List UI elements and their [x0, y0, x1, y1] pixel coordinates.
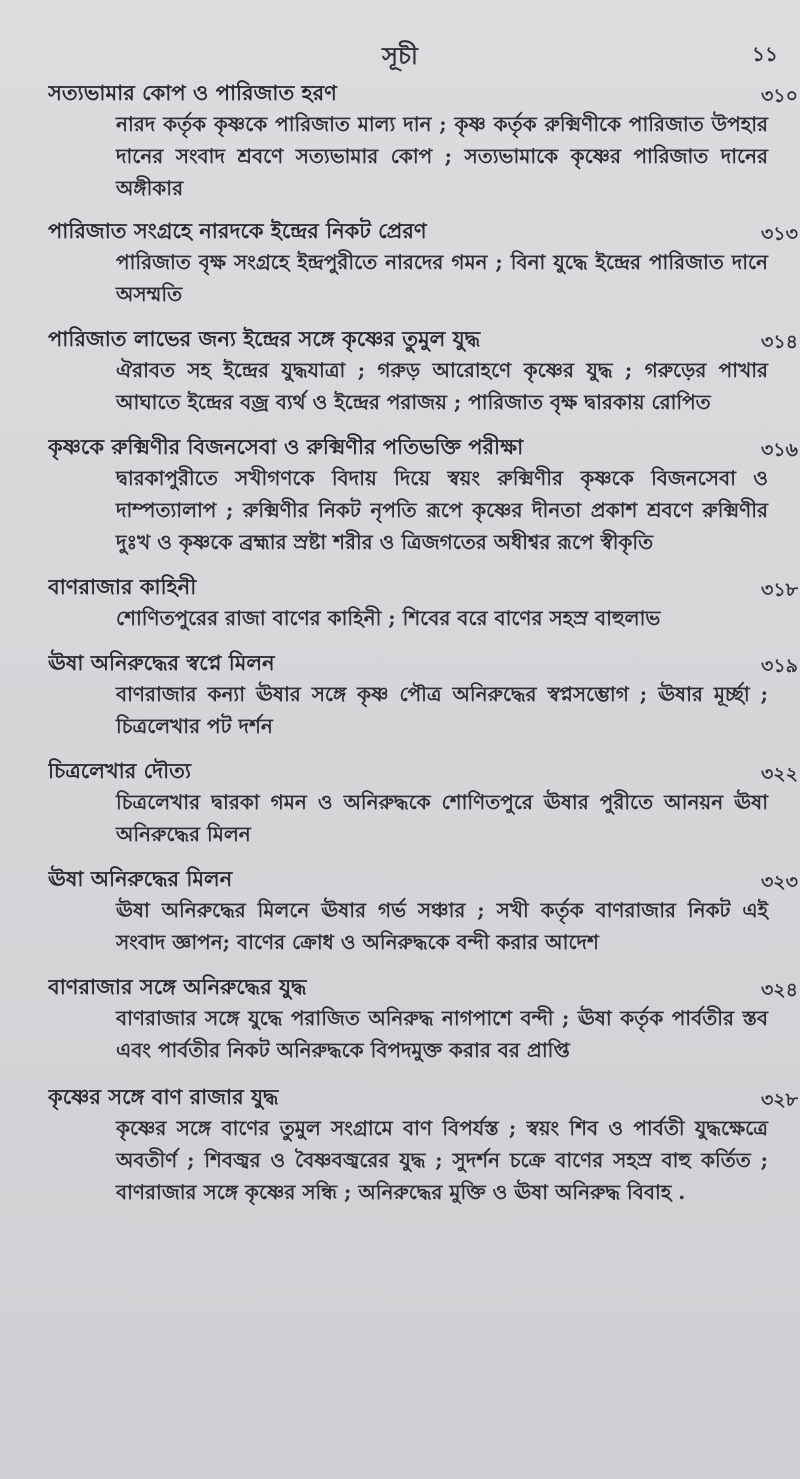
entry-heading: ঊষা অনিরুদ্ধের মিলন: [48, 866, 233, 891]
toc-entry: [48, 432, 798, 558]
entry-heading: সত্যভামার কোপ ও পারিজাত হরণ: [48, 80, 337, 105]
entry-description: দ্বারকাপুরীতে সখীগণকে বিদায় দিয়ে স্বয়ং রুক্মিণীর কৃষ্ণকে বিজনসেবা ও দাম্পত্যালাপ ; রুক্মিণীর নিকট নৃপতি রূপে কৃষ্ণের দীনতা প্রকাশ শ্রবণে রুক্মিণীর দুঃখ ও কৃষ্ণকে ব্রহ্মার স্রষ্টা শরীর ও ত্রিজগতের অধীশ্বর রূপে স্বীকৃতি: [116, 466, 768, 554]
toc-entry: [48, 324, 798, 418]
page-number: ১১: [752, 42, 778, 66]
entry-page-number: ৩১৯: [760, 655, 798, 677]
entry-page-number: ৩১০: [760, 85, 798, 107]
entry-page-number: ৩১৩: [760, 223, 798, 245]
toc-entry: [48, 572, 798, 634]
toc-entry: [48, 216, 798, 310]
entry-heading: কৃষ্ণকে রুক্মিণীর বিজনসেবা ও রুক্মিণীর পতিভক্তি পরীক্ষা: [48, 434, 524, 459]
entry-description: পারিজাত বৃক্ষ সংগ্রহে ইন্দ্রপুরীতে নারদের গমন ; বিনা যুদ্ধে ইন্দ্রের পারিজাত দানে অসম্মতি: [116, 250, 768, 306]
toc-entry: [48, 756, 798, 850]
entry-description: চিত্রলেখার দ্বারকা গমন ও অনিরুদ্ধকে শোণিতপুরে ঊষার পুরীতে আনয়ন ঊষা অনিরুদ্ধের মিলন: [116, 790, 768, 846]
entry-page-number: ৩১৮: [760, 579, 798, 601]
entry-heading: বাণরাজার কাহিনী: [48, 574, 197, 599]
entry-page-number: ৩১৬: [760, 439, 798, 461]
entry-heading: পারিজাত লাভের জন্য ইন্দ্রের সঙ্গে কৃষ্ণের তুমুল যুদ্ধ: [48, 326, 481, 351]
table-of-contents: [48, 78, 798, 1222]
entry-description: শোণিতপুরের রাজা বাণের কাহিনী ; শিবের বরে বাণের সহস্র বাহুলাভ: [116, 606, 661, 630]
entry-description: নারদ কর্তৃক কৃষ্ণকে পারিজাত মাল্য দান ; কৃষ্ণ কর্তৃক রুক্মিণীকে পারিজাত উপহার দানের সংবাদ শ্রবণে সত্যভামার কোপ ; সত্যভামাকে কৃষ্ণের পারিজাত দানের অঙ্গীকার: [116, 112, 768, 200]
entry-page-number: ৩২৩: [760, 871, 798, 893]
entry-description: বাণরাজার কন্যা ঊষার সঙ্গে কৃষ্ণ পৌত্র অনিরুদ্ধের স্বপ্নসম্ভোগ ; ঊষার মূর্চ্ছা ; চিত্রলেখার পট দর্শন: [116, 682, 768, 738]
entry-page-number: ৩২৪: [760, 979, 798, 1001]
toc-entry: [48, 972, 798, 1066]
toc-entry: [48, 648, 798, 742]
entry-page-number: ৩১৪: [760, 331, 798, 353]
entry-description: কৃষ্ণের সঙ্গে বাণের তুমুল সংগ্রামে বাণ বিপর্যস্ত ; স্বয়ং শিব ও পার্বতী যুদ্ধক্ষেত্রে অবতীর্ণ ; শিবজ্বর ও বৈষ্ণবজ্বরের যুদ্ধ ; সুদর্শন চক্রে বাণের সহস্র বাহু কর্তিত ; বাণরাজার সঙ্গে কৃষ্ণের সন্ধি ; অনিরুদ্ধের মুক্তি ও ঊষা অনিরুদ্ধ বিবাহ .: [116, 1116, 768, 1204]
entry-description: ঐরাবত সহ ইন্দ্রের যুদ্ধযাত্রা ; গরুড় আরোহণে কৃষ্ণের যুদ্ধ ; গরুড়ের পাখার আঘাতে ইন্দ্রের বজ্র ব্যর্থ ও ইন্দ্রের পরাজয় ; পারিজাত বৃক্ষ দ্বারকায় রোপিত: [116, 358, 768, 414]
entry-heading: চিত্রলেখার দৌত্য: [48, 758, 192, 783]
entry-page-number: ৩২২: [760, 763, 798, 785]
toc-entry: [48, 1082, 798, 1208]
entry-description: ঊষা অনিরুদ্ধের মিলনে ঊষার গর্ভ সঞ্চার ; সখী কর্তৃক বাণরাজার নিকট এই সংবাদ জ্ঞাপন; বাণের ক্রোধ ও অনিরুদ্ধকে বন্দী করার আদেশ: [116, 898, 768, 954]
entry-page-number: ৩২৮: [760, 1089, 798, 1111]
entry-description: বাণরাজার সঙ্গে যুদ্ধে পরাজিত অনিরুদ্ধ নাগপাশে বন্দী ; ঊষা কর্তৃক পার্বতীর স্তব এবং পার্বতীর নিকট অনিরুদ্ধকে বিপদমুক্ত করার বর প্রাপ্তি: [116, 1006, 768, 1062]
toc-entry: [48, 78, 798, 204]
entry-heading: বাণরাজার সঙ্গে অনিরুদ্ধের যুদ্ধ: [48, 974, 307, 999]
toc-entry: [48, 864, 798, 958]
entry-heading: কৃষ্ণের সঙ্গে বাণ রাজার যুদ্ধ: [48, 1084, 279, 1109]
entry-heading: ঊষা অনিরুদ্ধের স্বপ্নে মিলন: [48, 650, 275, 675]
entry-heading: পারিজাত সংগ্রহে নারদকে ইন্দ্রের নিকট প্রেরণ: [48, 218, 427, 243]
page-title: সূচী: [382, 41, 418, 70]
